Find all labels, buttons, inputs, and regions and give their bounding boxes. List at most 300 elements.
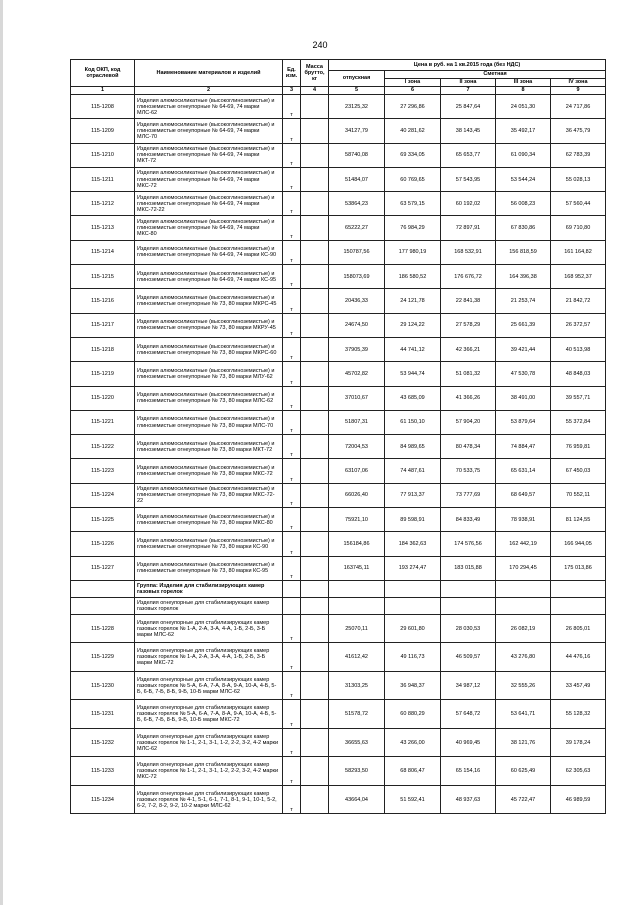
header-estimate: Сметная (385, 71, 606, 79)
row-zone-4-price: 24 717,86 (551, 95, 606, 119)
row-mass (301, 728, 329, 757)
row-release-price: 72004,53 (329, 435, 385, 459)
row-release-price: 23125,32 (329, 95, 385, 119)
row-zone-1-price: 49 116,73 (385, 643, 441, 672)
row-release-price: 34127,79 (329, 119, 385, 143)
row-zone-1-price: 69 334,05 (385, 143, 441, 167)
table-row (71, 265, 606, 289)
row-unit: т (283, 532, 301, 556)
table-row (71, 757, 606, 786)
row-zone-2-price: 174 576,56 (441, 532, 496, 556)
row-zone-2-price: 34 987,12 (441, 671, 496, 700)
table-row (71, 240, 606, 264)
row-zone-1-price: 60 769,65 (385, 167, 441, 191)
row-zone-2-price: 46 509,57 (441, 643, 496, 672)
row-zone-3-price: 78 938,91 (496, 508, 551, 532)
header-mass: Масса брутто, кг (301, 60, 329, 87)
row-code: 115-1210 (71, 143, 135, 167)
row-zone-4-price: 39 178,24 (551, 728, 606, 757)
row-unit: т (283, 337, 301, 361)
row-code: 115-1208 (71, 95, 135, 119)
row-zone-3-price: 38 491,00 (496, 386, 551, 410)
row-zone-1-price: 193 274,47 (385, 556, 441, 580)
row-zone-1-price: 61 150,10 (385, 410, 441, 434)
row-zone-4-price: 70 552,11 (551, 483, 606, 507)
row-mass (301, 289, 329, 313)
header-zone-1: I зона (385, 79, 441, 87)
table-row (71, 671, 606, 700)
row-release-price: 36655,63 (329, 728, 385, 757)
row-code: 115-1224 (71, 483, 135, 507)
row-zone-1-price: 24 121,78 (385, 289, 441, 313)
row-mass (301, 362, 329, 386)
row-release-price: 31303,25 (329, 671, 385, 700)
row-zone-3-price: 170 294,45 (496, 556, 551, 580)
subgroup-title: Изделия огнеупорные для стабилизирующих камер газовых горелок (135, 597, 283, 614)
row-zone-1-price: 63 579,15 (385, 192, 441, 216)
header-unit: Ед. изм. (283, 60, 301, 87)
row-name: Изделия алюмосиликатные (высокоглиноземистые) и глиноземистые огнеупорные № 73, 80 марки МКТ-72 (135, 435, 283, 459)
row-release-price: 66026,40 (329, 483, 385, 507)
row-zone-1-price: 27 296,86 (385, 95, 441, 119)
row-name: Изделия алюмосиликатные (высокоглиноземистые) и глиноземистые огнеупорные № 64-69, 74 марки КС-95 (135, 265, 283, 289)
row-name: Изделия алюмосиликатные (высокоглиноземистые) и глиноземистые огнеупорные № 73, 80 марки МКС-72-22 (135, 483, 283, 507)
row-zone-1-price: 40 281,62 (385, 119, 441, 143)
header-zone-2: II зона (441, 79, 496, 87)
row-zone-4-price: 46 989,59 (551, 785, 606, 814)
row-zone-2-price: 25 847,64 (441, 95, 496, 119)
row-name: Изделия алюмосиликатные (высокоглиноземистые) и глиноземистые огнеупорные № 73, 80 марки МКС-80 (135, 508, 283, 532)
row-release-price: 156184,86 (329, 532, 385, 556)
row-zone-2-price: 60 192,02 (441, 192, 496, 216)
row-name: Изделия огнеупорные для стабилизирующих камер газовых горелок № 1-1, 2-1, 3-1, 1-2, 2-2, 3-2, 4-2 марки МКС-72 (135, 757, 283, 786)
row-name: Изделия алюмосиликатные (высокоглиноземистые) и глиноземистые огнеупорные № 73, 80 марки МКРС-45 (135, 289, 283, 313)
row-mass (301, 386, 329, 410)
row-name: Изделия огнеупорные для стабилизирующих камер газовых горелок № 5-А, 6-А, 7-А, 8-А, 9-А, 10-А, 4-Б, 5-Б, 6-Б, 7-Б, 8-Б, 9-Б, 10-Б марки МЛС-62 (135, 671, 283, 700)
row-release-price: 43664,04 (329, 785, 385, 814)
row-code: 115-1217 (71, 313, 135, 337)
row-code: 115-1225 (71, 508, 135, 532)
row-code: 115-1209 (71, 119, 135, 143)
row-zone-4-price: 55 372,84 (551, 410, 606, 434)
row-code: 115-1211 (71, 167, 135, 191)
row-name: Изделия алюмосиликатные (высокоглиноземистые) и глиноземистые огнеупорные № 64-69, 74 марки МКТ-72 (135, 143, 283, 167)
table-row (71, 192, 606, 216)
row-zone-4-price: 40 513,98 (551, 337, 606, 361)
row-zone-4-price: 36 475,79 (551, 119, 606, 143)
row-mass (301, 192, 329, 216)
row-release-price: 150787,56 (329, 240, 385, 264)
row-zone-1-price: 60 880,29 (385, 700, 441, 729)
row-zone-4-price: 62 783,39 (551, 143, 606, 167)
row-zone-2-price: 48 937,63 (441, 785, 496, 814)
row-zone-2-price: 41 366,26 (441, 386, 496, 410)
row-name: Изделия алюмосиликатные (высокоглиноземистые) и глиноземистые огнеупорные № 73, 80 марки МЛС-70 (135, 410, 283, 434)
row-zone-2-price: 84 833,49 (441, 508, 496, 532)
row-mass (301, 556, 329, 580)
row-zone-1-price: 68 806,47 (385, 757, 441, 786)
row-zone-3-price: 74 884,47 (496, 435, 551, 459)
row-name: Изделия алюмосиликатные (высокоглиноземистые) и глиноземистые огнеупорные № 64-69, 74 марки КС-90 (135, 240, 283, 264)
row-zone-3-price: 26 082,19 (496, 614, 551, 643)
column-number: 1 (71, 87, 135, 95)
row-zone-1-price: 184 362,63 (385, 532, 441, 556)
row-release-price: 65222,27 (329, 216, 385, 240)
row-name: Изделия огнеупорные для стабилизирующих камер газовых горелок № 1-А, 2-А, 3-А, 4-А, 1-Б, 2-Б, 3-Б марки МКС-72 (135, 643, 283, 672)
column-number: 7 (441, 87, 496, 95)
scan-edge (0, 0, 3, 905)
row-zone-1-price: 74 487,61 (385, 459, 441, 483)
row-name: Изделия огнеупорные для стабилизирующих камер газовых горелок № 5-А, 6-А, 7-А, 8-А, 9-А, 10-А, 4-Б, 5-Б, 6-Б, 7-Б, 8-Б, 9-Б, 10-Б марки МКС-72 (135, 700, 283, 729)
table-row (71, 216, 606, 240)
row-zone-1-price: 177 980,19 (385, 240, 441, 264)
row-zone-4-price: 33 457,49 (551, 671, 606, 700)
row-release-price: 41612,42 (329, 643, 385, 672)
row-name: Изделия алюмосиликатные (высокоглиноземистые) и глиноземистые огнеупорные № 64-69, 74 марки МКС-72 (135, 167, 283, 191)
row-code: 115-1213 (71, 216, 135, 240)
row-zone-1-price: 89 598,91 (385, 508, 441, 532)
row-code: 115-1222 (71, 435, 135, 459)
row-unit: т (283, 313, 301, 337)
row-mass (301, 700, 329, 729)
table-row (71, 313, 606, 337)
row-code: 115-1221 (71, 410, 135, 434)
row-zone-3-price: 53 641,71 (496, 700, 551, 729)
row-mass (301, 410, 329, 434)
row-release-price: 51484,07 (329, 167, 385, 191)
row-unit: т (283, 289, 301, 313)
row-zone-2-price: 27 578,29 (441, 313, 496, 337)
row-code: 115-1220 (71, 386, 135, 410)
column-numbers-row (71, 87, 606, 95)
row-code: 115-1228 (71, 614, 135, 643)
column-number: 6 (385, 87, 441, 95)
row-zone-4-price: 21 842,72 (551, 289, 606, 313)
row-zone-1-price: 44 741,12 (385, 337, 441, 361)
row-zone-2-price: 38 143,45 (441, 119, 496, 143)
row-name: Изделия алюмосиликатные (высокоглиноземистые) и глиноземистые огнеупорные № 73, 80 марки МКРС-60 (135, 337, 283, 361)
row-zone-3-price: 25 661,39 (496, 313, 551, 337)
row-unit: т (283, 240, 301, 264)
table-row (71, 508, 606, 532)
row-unit: т (283, 167, 301, 191)
row-unit: т (283, 143, 301, 167)
row-zone-1-price: 53 944,74 (385, 362, 441, 386)
row-zone-4-price: 161 164,82 (551, 240, 606, 264)
row-zone-4-price: 39 557,71 (551, 386, 606, 410)
row-unit: т (283, 700, 301, 729)
row-code: 115-1212 (71, 192, 135, 216)
row-unit: т (283, 459, 301, 483)
row-release-price: 63107,06 (329, 459, 385, 483)
row-release-price: 158073,69 (329, 265, 385, 289)
row-zone-2-price: 65 653,77 (441, 143, 496, 167)
row-zone-3-price: 162 442,19 (496, 532, 551, 556)
row-zone-4-price: 55 128,32 (551, 700, 606, 729)
row-mass (301, 143, 329, 167)
row-zone-2-price: 40 969,45 (441, 728, 496, 757)
row-mass (301, 459, 329, 483)
row-mass (301, 757, 329, 786)
price-table (70, 59, 606, 814)
row-code: 115-1214 (71, 240, 135, 264)
row-mass (301, 167, 329, 191)
row-zone-2-price: 176 676,72 (441, 265, 496, 289)
row-unit: т (283, 435, 301, 459)
column-number: 4 (301, 87, 329, 95)
row-zone-3-price: 32 555,26 (496, 671, 551, 700)
row-unit: т (283, 386, 301, 410)
table-row (71, 362, 606, 386)
row-zone-1-price: 77 913,37 (385, 483, 441, 507)
row-code: 115-1231 (71, 700, 135, 729)
row-name: Изделия алюмосиликатные (высокоглиноземистые) и глиноземистые огнеупорные № 64-69, 74 марки МКС-72-22 (135, 192, 283, 216)
row-mass (301, 240, 329, 264)
row-zone-2-price: 51 081,32 (441, 362, 496, 386)
row-unit: т (283, 483, 301, 507)
row-zone-4-price: 67 450,03 (551, 459, 606, 483)
row-zone-3-price: 35 492,17 (496, 119, 551, 143)
row-unit: т (283, 95, 301, 119)
row-code: 115-1227 (71, 556, 135, 580)
row-zone-2-price: 73 777,69 (441, 483, 496, 507)
table-row (71, 95, 606, 119)
row-zone-1-price: 29 601,80 (385, 614, 441, 643)
table-row (71, 700, 606, 729)
row-zone-2-price: 57 543,95 (441, 167, 496, 191)
row-zone-2-price: 80 478,34 (441, 435, 496, 459)
row-zone-3-price: 164 396,38 (496, 265, 551, 289)
row-zone-3-price: 53 879,64 (496, 410, 551, 434)
row-zone-2-price: 57 648,72 (441, 700, 496, 729)
row-zone-3-price: 45 722,47 (496, 785, 551, 814)
row-release-price: 58740,08 (329, 143, 385, 167)
row-mass (301, 265, 329, 289)
row-code: 115-1232 (71, 728, 135, 757)
row-zone-4-price: 26 372,57 (551, 313, 606, 337)
row-mass (301, 614, 329, 643)
row-zone-3-price: 21 253,74 (496, 289, 551, 313)
header-release: отпускная (329, 71, 385, 87)
row-release-price: 51578,72 (329, 700, 385, 729)
row-mass (301, 313, 329, 337)
table-row (71, 143, 606, 167)
row-mass (301, 483, 329, 507)
row-zone-2-price: 42 366,21 (441, 337, 496, 361)
row-zone-4-price: 166 944,05 (551, 532, 606, 556)
row-release-price: 58293,50 (329, 757, 385, 786)
table-body-group (71, 580, 606, 814)
row-zone-1-price: 76 984,29 (385, 216, 441, 240)
row-unit: т (283, 671, 301, 700)
row-unit: т (283, 192, 301, 216)
row-zone-3-price: 56 008,23 (496, 192, 551, 216)
row-mass (301, 119, 329, 143)
row-zone-2-price: 22 841,38 (441, 289, 496, 313)
row-release-price: 45702,82 (329, 362, 385, 386)
column-number: 8 (496, 87, 551, 95)
group-title: Группа: Изделия для стабилизирующих камер газовых горелок (135, 580, 283, 597)
row-zone-2-price: 70 533,75 (441, 459, 496, 483)
row-code: 115-1234 (71, 785, 135, 814)
table-row (71, 483, 606, 507)
table-row (71, 643, 606, 672)
row-name: Изделия алюмосиликатные (высокоглиноземистые) и глиноземистые огнеупорные № 64-69, 74 марки МЛС-62 (135, 95, 283, 119)
row-zone-2-price: 57 904,20 (441, 410, 496, 434)
row-name: Изделия огнеупорные для стабилизирующих камер газовых горелок № 4-1, 5-1, 6-1, 7-1, 8-1, 9-1, 10-1, 5-2, 6-2, 7-2, 8-2, 9-2, 10-2 марки МЛС-62 (135, 785, 283, 814)
row-name: Изделия огнеупорные для стабилизирующих камер газовых горелок № 1-А, 2-А, 3-А, 4-А, 1-Б, 2-Б, 3-Б марки МЛС-62 (135, 614, 283, 643)
table-row (71, 289, 606, 313)
row-mass (301, 337, 329, 361)
row-code: 115-1216 (71, 289, 135, 313)
table-row (71, 410, 606, 434)
row-zone-3-price: 68 649,57 (496, 483, 551, 507)
table-row (71, 386, 606, 410)
row-unit: т (283, 556, 301, 580)
column-number: 5 (329, 87, 385, 95)
row-code: 115-1218 (71, 337, 135, 361)
row-mass (301, 643, 329, 672)
row-release-price: 37905,39 (329, 337, 385, 361)
table-row (71, 556, 606, 580)
row-mass (301, 532, 329, 556)
row-name: Изделия огнеупорные для стабилизирующих камер газовых горелок № 1-1, 2-1, 3-1, 1-2, 2-2, 3-2, 4-2 марки МЛС-62 (135, 728, 283, 757)
row-name: Изделия алюмосиликатные (высокоглиноземистые) и глиноземистые огнеупорные № 73, 80 марки КС-95 (135, 556, 283, 580)
row-name: Изделия алюмосиликатные (высокоглиноземистые) и глиноземистые огнеупорные № 64-69, 74 марки МЛС-70 (135, 119, 283, 143)
row-unit: т (283, 410, 301, 434)
row-code: 115-1219 (71, 362, 135, 386)
row-zone-3-price: 67 830,86 (496, 216, 551, 240)
table-row (71, 119, 606, 143)
row-release-price: 37010,67 (329, 386, 385, 410)
row-zone-3-price: 60 625,49 (496, 757, 551, 786)
row-mass (301, 216, 329, 240)
row-zone-3-price: 38 121,76 (496, 728, 551, 757)
row-code: 115-1215 (71, 265, 135, 289)
row-zone-4-price: 57 560,44 (551, 192, 606, 216)
row-unit: т (283, 785, 301, 814)
row-unit: т (283, 508, 301, 532)
subgroup-row (71, 597, 606, 614)
row-mass (301, 435, 329, 459)
row-zone-1-price: 186 580,52 (385, 265, 441, 289)
row-release-price: 51807,31 (329, 410, 385, 434)
row-unit: т (283, 728, 301, 757)
header-name: Наименование материалов и изделий (135, 60, 283, 87)
column-number: 9 (551, 87, 606, 95)
row-release-price: 24674,50 (329, 313, 385, 337)
row-zone-4-price: 55 028,13 (551, 167, 606, 191)
row-zone-1-price: 84 989,65 (385, 435, 441, 459)
row-unit: т (283, 643, 301, 672)
row-code: 115-1233 (71, 757, 135, 786)
table-row (71, 728, 606, 757)
row-zone-1-price: 43 685,09 (385, 386, 441, 410)
row-zone-1-price: 36 948,37 (385, 671, 441, 700)
row-unit: т (283, 216, 301, 240)
header-zone-3: III зона (496, 79, 551, 87)
row-zone-1-price: 29 124,22 (385, 313, 441, 337)
row-release-price: 53864,23 (329, 192, 385, 216)
row-code: 115-1229 (71, 643, 135, 672)
table-header (71, 60, 606, 95)
row-mass (301, 785, 329, 814)
row-name: Изделия алюмосиликатные (высокоглиноземистые) и глиноземистые огнеупорные № 64-69, 74 марки МКС-80 (135, 216, 283, 240)
row-zone-2-price: 183 015,88 (441, 556, 496, 580)
row-mass (301, 508, 329, 532)
row-unit: т (283, 757, 301, 786)
column-number: 2 (135, 87, 283, 95)
table-row (71, 459, 606, 483)
column-number: 3 (283, 87, 301, 95)
row-zone-1-price: 51 592,41 (385, 785, 441, 814)
table-row (71, 532, 606, 556)
row-name: Изделия алюмосиликатные (высокоглиноземистые) и глиноземистые огнеупорные № 73, 80 марки МКРУ-45 (135, 313, 283, 337)
row-name: Изделия алюмосиликатные (высокоглиноземистые) и глиноземистые огнеупорные № 73, 80 марки МКС-72 (135, 459, 283, 483)
row-zone-3-price: 156 818,59 (496, 240, 551, 264)
row-code: 115-1226 (71, 532, 135, 556)
row-release-price: 75921,10 (329, 508, 385, 532)
row-zone-4-price: 26 805,01 (551, 614, 606, 643)
row-zone-4-price: 62 305,63 (551, 757, 606, 786)
row-zone-4-price: 69 710,80 (551, 216, 606, 240)
table-row (71, 785, 606, 814)
row-unit: т (283, 614, 301, 643)
table-row (71, 614, 606, 643)
page-number: 240 (312, 40, 328, 50)
header-code: Код ОКП, код отраслевой (71, 60, 135, 87)
row-zone-4-price: 168 952,37 (551, 265, 606, 289)
group-row (71, 580, 606, 597)
row-zone-3-price: 43 276,80 (496, 643, 551, 672)
row-zone-3-price: 47 530,78 (496, 362, 551, 386)
row-unit: т (283, 265, 301, 289)
table-row (71, 337, 606, 361)
header-price-group: Цена в руб. на 1 кв.2015 года (без НДС) (329, 60, 606, 71)
row-name: Изделия алюмосиликатные (высокоглиноземистые) и глиноземистые огнеупорные № 73, 80 марки МЛС-62 (135, 386, 283, 410)
row-mass (301, 671, 329, 700)
row-zone-2-price: 168 532,91 (441, 240, 496, 264)
row-zone-2-price: 65 154,16 (441, 757, 496, 786)
row-name: Изделия алюмосиликатные (высокоглиноземистые) и глиноземистые огнеупорные № 73, 80 марки КС-90 (135, 532, 283, 556)
row-release-price: 20436,33 (329, 289, 385, 313)
row-zone-4-price: 81 124,55 (551, 508, 606, 532)
row-zone-1-price: 43 266,00 (385, 728, 441, 757)
row-release-price: 25070,11 (329, 614, 385, 643)
row-unit: т (283, 119, 301, 143)
row-zone-3-price: 24 051,30 (496, 95, 551, 119)
row-code: 115-1223 (71, 459, 135, 483)
row-code: 115-1230 (71, 671, 135, 700)
row-zone-3-price: 65 631,14 (496, 459, 551, 483)
row-mass (301, 95, 329, 119)
header-zone-4: IV зона (551, 79, 606, 87)
table-body (71, 95, 606, 581)
table-row (71, 167, 606, 191)
row-zone-4-price: 175 013,86 (551, 556, 606, 580)
row-name: Изделия алюмосиликатные (высокоглиноземистые) и глиноземистые огнеупорные № 73, 80 марки МЛУ-62 (135, 362, 283, 386)
row-zone-3-price: 39 421,44 (496, 337, 551, 361)
row-zone-3-price: 53 544,24 (496, 167, 551, 191)
row-zone-4-price: 48 848,03 (551, 362, 606, 386)
row-zone-2-price: 72 897,91 (441, 216, 496, 240)
row-zone-4-price: 44 476,16 (551, 643, 606, 672)
table-row (71, 435, 606, 459)
row-zone-3-price: 61 090,34 (496, 143, 551, 167)
row-unit: т (283, 362, 301, 386)
row-zone-4-price: 76 959,81 (551, 435, 606, 459)
row-zone-2-price: 28 030,53 (441, 614, 496, 643)
